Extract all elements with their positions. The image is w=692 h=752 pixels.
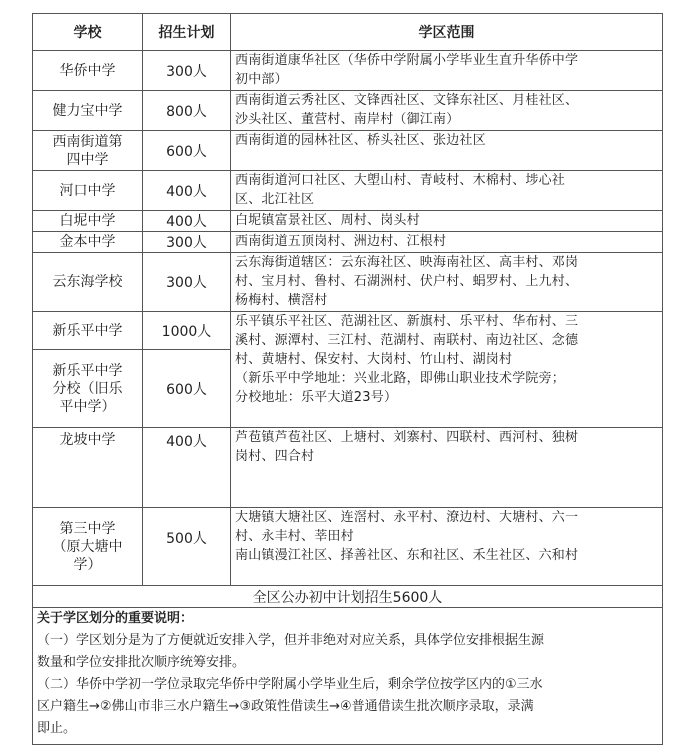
school-cell bbox=[33, 211, 143, 232]
school-district-sheet bbox=[32, 13, 662, 745]
school-cell bbox=[33, 312, 143, 350]
header-plan: 招生计划 bbox=[143, 14, 231, 51]
area-line: 大塘镇大塘社区、连滘村、永平村、潦边村、大塘村、六一 bbox=[235, 510, 579, 525]
plan-cell: 300人 bbox=[143, 232, 231, 253]
plan-cell: 400人 bbox=[143, 211, 231, 232]
plan-cell: 800人 bbox=[143, 91, 231, 131]
school-name: 龙坡中学 bbox=[59, 432, 116, 448]
school-cell bbox=[33, 232, 143, 253]
area-line: 溪村、源潭村、三江村、范湖村、南联村、南边社区、念德 bbox=[235, 333, 579, 348]
area-line: 云东海街道辖区：云东海社区、映海南社区、高丰村、邓岗 bbox=[235, 255, 579, 270]
header-school: 学校 bbox=[33, 14, 143, 51]
school-cell bbox=[33, 508, 143, 586]
notes-line: 数量和学位安排批次顺序统筹安排。 bbox=[37, 655, 246, 670]
area-cell bbox=[231, 312, 663, 428]
school-name: 金本中学 bbox=[59, 234, 116, 250]
school-name: 四中学 bbox=[66, 151, 109, 168]
school-name: 云东海学校 bbox=[52, 274, 123, 290]
area-line: 岗村、四合村 bbox=[235, 449, 315, 464]
area-cell bbox=[231, 232, 663, 253]
table-row bbox=[33, 428, 663, 508]
plan-cell: 600人 bbox=[143, 131, 231, 171]
school-name: 新乐平中学 bbox=[52, 322, 123, 339]
plan-cell: 400人 bbox=[143, 171, 231, 211]
area-line: 分校地址：乐平大道23号） bbox=[235, 390, 398, 405]
school-cell bbox=[33, 253, 143, 312]
area-cell bbox=[231, 131, 663, 171]
area-line: 村、宝月村、鲁村、石湖洲村、伏户村、蜎罗村、上九村、 bbox=[235, 274, 579, 289]
area-cell bbox=[231, 171, 663, 211]
area-cell bbox=[231, 428, 663, 508]
school-name: 白坭中学 bbox=[59, 213, 116, 229]
plan-cell: 300人 bbox=[143, 51, 231, 91]
notes-line: 即止。 bbox=[37, 721, 77, 736]
area-line: 西南街道的园林社区、桥头社区、张边社区 bbox=[235, 133, 486, 148]
notes-row bbox=[33, 608, 663, 745]
area-line: 乐平镇乐平社区、范湖社区、新旗村、乐平村、华布村、三 bbox=[235, 314, 579, 329]
area-cell bbox=[231, 51, 663, 91]
area-line: 白坭镇富景社区、周村、岗头村 bbox=[235, 213, 420, 228]
area-line: 西南街道云秀社区、文锋西社区、文锋东社区、月桂社区、 bbox=[235, 93, 579, 108]
table-row bbox=[33, 91, 663, 131]
table-row bbox=[33, 211, 663, 232]
school-cell bbox=[33, 91, 143, 131]
area-line: 西南街道河口社区、大塱山村、青岐村、木棉村、埗心社 bbox=[235, 173, 566, 188]
area-cell bbox=[231, 91, 663, 131]
school-name: 学） bbox=[73, 556, 102, 573]
total-row bbox=[33, 586, 663, 608]
plan-cell: 300人 bbox=[143, 253, 231, 312]
school-district-table bbox=[32, 13, 663, 745]
school-name: 华侨中学 bbox=[59, 62, 116, 79]
notes-line: 区户籍生→②佛山市非三水户籍生→③政策性借读生→④普通借读生批次顺序录取，录满 bbox=[37, 699, 534, 714]
area-line: 区、北江社区 bbox=[235, 192, 315, 207]
area-line: 村、黄塘村、保安村、大岗村、竹山村、湖岗村 bbox=[235, 352, 513, 367]
area-cell bbox=[231, 253, 663, 312]
notes-cell bbox=[33, 608, 663, 745]
school-name: 河口中学 bbox=[59, 182, 116, 199]
notes-line: （二）华侨中学初一学位录取完华侨中学附属小学毕业生后，剩余学位按学区内的①三水 bbox=[37, 677, 543, 692]
school-cell bbox=[33, 350, 143, 428]
header-area: 学区范围 bbox=[231, 14, 663, 51]
area-line: 杨梅村、横滘村 bbox=[235, 293, 328, 308]
school-name: 第三中学 bbox=[59, 520, 116, 537]
table-row bbox=[33, 253, 663, 312]
school-name: 健力宝中学 bbox=[52, 102, 123, 119]
area-cell bbox=[231, 508, 663, 586]
area-cell bbox=[231, 211, 663, 232]
school-cell bbox=[33, 171, 143, 211]
plan-cell: 1000人 bbox=[143, 312, 231, 350]
school-name: （原大塘中 bbox=[52, 538, 123, 555]
school-name: 平中学） bbox=[59, 398, 116, 415]
table-row bbox=[33, 312, 663, 350]
area-line: 沙头社区、董营村、南岸村（御江南） bbox=[235, 112, 460, 127]
notes-title: 关于学区划分的重要说明： bbox=[37, 611, 194, 626]
table-row bbox=[33, 232, 663, 253]
plan-cell: 400人 bbox=[143, 428, 231, 508]
school-name: 新乐平中学 bbox=[52, 362, 123, 379]
notes-line: （一）学区划分是为了方便就近安排入学，但并非绝对对应关系，具体学位安排根据生源 bbox=[37, 633, 545, 648]
area-line: 西南街道五顶岗村、洲边村、江根村 bbox=[235, 234, 447, 249]
area-line: 村、永丰村、莘田村 bbox=[235, 529, 354, 544]
table-row bbox=[33, 508, 663, 586]
header-row bbox=[33, 14, 663, 51]
table-row bbox=[33, 131, 663, 171]
table-row bbox=[33, 51, 663, 91]
table-row bbox=[33, 171, 663, 211]
area-line: 初中部） bbox=[235, 72, 288, 87]
school-name: 分校（旧乐 bbox=[52, 380, 123, 397]
plan-cell: 500人 bbox=[143, 508, 231, 586]
school-cell bbox=[33, 428, 143, 508]
area-line: 芦苞镇芦苞社区、上塘村、刘寨村、四联村、西河村、独树 bbox=[235, 430, 579, 445]
area-line: 西南街道康华社区（华侨中学附属小学毕业生直升华侨中学 bbox=[235, 53, 579, 68]
school-name: 西南街道第 bbox=[52, 133, 123, 150]
school-cell bbox=[33, 131, 143, 171]
total-text: 全区公办初中计划招生5600人 bbox=[33, 586, 663, 608]
area-line: （新乐平中学地址：兴业北路，即佛山职业技术学院旁； bbox=[235, 371, 566, 386]
school-cell bbox=[33, 51, 143, 91]
plan-cell: 600人 bbox=[143, 350, 231, 428]
area-line: 南山镇漫江社区、择善社区、东和社区、禾生社区、六和村 bbox=[235, 548, 579, 563]
